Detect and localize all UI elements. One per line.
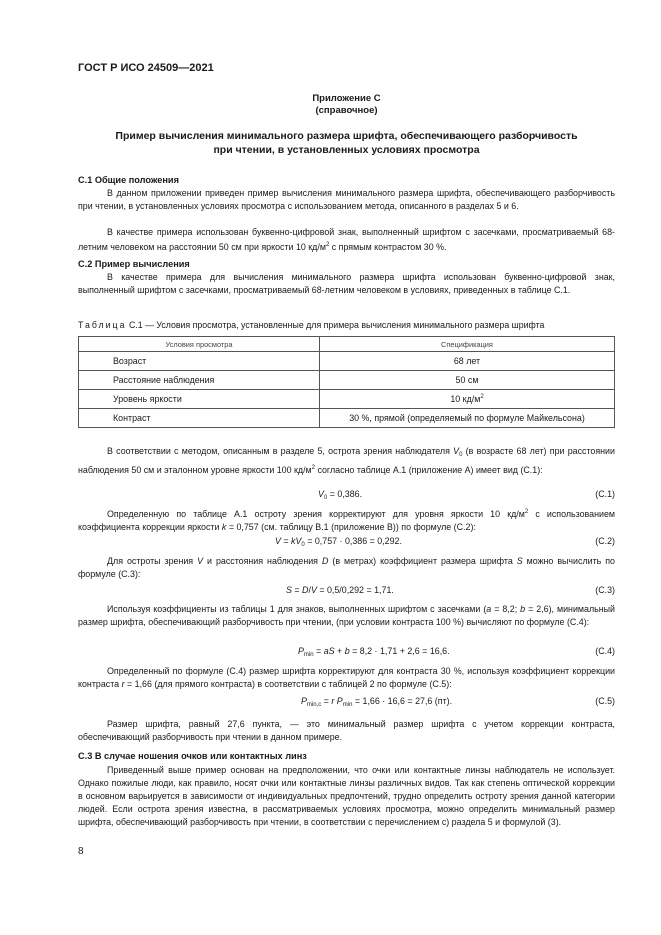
paragraph-contrast-correction: Определенный по формуле (С.4) размер шрифта корректируют для контраста 30 %, используя коэффициент коррекции контраста r = 1,66 (для прямого контраста) в соответствии с таблицей 2 по формуле (С.5): [78,666,615,689]
table-header-conditions: Условия просмотра [79,337,320,352]
table-cell-value: 10 $кд/м^2$ [320,390,615,409]
viewing-conditions-table [78,336,615,428]
table-row [79,352,615,371]
appendix-kind: (справочное) [315,105,378,116]
appendix-title [78,129,615,157]
formula-c2: $V = kV_0 = 0,757 \cdot 0,386 = 0,292$. [275,536,402,548]
table-cell-value: 30 %, прямой (определяемый по формуле Майкельсона) [320,409,615,428]
table-cell-label: Возраст [79,352,320,371]
table-caption: Таблица С.1 — Условия просмотра, установленные для примера вычисления минимального размера шрифта [78,320,545,330]
table-header-specification: Спецификация [320,337,615,352]
formula-c1-number: (С.1) [595,489,615,499]
table-cell-label: Контраст [79,409,320,428]
table-cell-value: 50 см [320,371,615,390]
formula-c3-number: (С.3) [595,585,615,595]
paragraph-result: Размер шрифта, равный 27,6 пункта, — это минимальный размер шрифта с учетом коррекции контраста, обеспечивающий разборчивость при чтении в данном примере. [78,719,615,742]
appendix-heading [78,93,615,117]
table-cell-label: Уровень яркости [79,390,320,409]
c2-paragraph-1: В качестве примера для вычисления минимального размера шрифта использован буквенно-цифровой знак, выполненный шрифтом с засечками, просматриваемый 68-летним человеком в условиях, приведенных в таблице С.1. [78,272,615,295]
document-header: ГОСТ Р ИСО 24509—2021 [78,62,214,74]
table-header-row [79,337,615,352]
paragraph-min-font-size: Используя коэффициенты из таблицы 1 для знаков, выполненных шрифтом с засечками (a = 8,2; b = 2,6), минимальный размер шрифта, обеспечивающий разборчивость при чтении, (при условии контраста 100 %) вычисляют по формуле (С.4): [78,604,615,627]
c3-paragraph-1: Приведенный выше пример основан на предположении, что очки или контактные линзы наблюдатель не использует. Однако пожилые люди, как правило, носят очки или контактные линзы различных видов. Так как степень оптической коррекции в основном варьируется в зависимости от индивидуальных предпочтений, трудно определить остроту зрения данной категории людей. Если острота зрения известна, в рассматриваемых условиях просмотра, можно определить минимальный размер шрифта, обеспечивающий разборчивость при чтении, в соответствии с перечислением с) раздела 5 и формулой (3). [78,765,615,827]
appendix-name: Приложение С [312,93,381,104]
paragraph-size-coefficient: Для остроты зрения V и расстояния наблюдения D (в метрах) коэффициент размера шрифта S можно вычислить по формуле (С.3): [78,556,615,579]
table-cell-value: 68 лет [320,352,615,371]
page-number: 8 [78,846,84,857]
title-line-2: при чтении, в установленных условиях просмотра [213,144,480,156]
table-row [79,390,615,409]
paragraph-visual-acuity: В соответствии с методом, описанным в разделе 5, острота зрения наблюдателя $V_0$ (в возрасте 68 лет) при расстоянии наблюдения 50 см и эталонном уровне яркости 100 $кд/м^2$ согласно таблице А.1 (приложение А) имеет вид (С.1): [78,446,615,475]
section-c3-heading: С.3 В случае ношения очков или контактных линз [78,751,307,761]
formula-c5-number: (С.5) [595,696,615,706]
formula-c3: S = D/V = 0,5/0,292 = 1,71. [286,585,394,595]
formula-c4: $P_{min}$ = aS + b = 8,2 · 1,71 + 2,6 = 16,6. [298,646,450,658]
paragraph-brightness-correction: Определенную по таблице А.1 остроту зрения корректируют для уровня яркости 10 $кд/м^2$ с использованием коэффициента коррекции яркости k = 0,757 (см. таблицу В.1 (приложение В)) по формуле (С.2): [78,509,616,532]
formula-c1: $V_0 = 0,386$. [318,489,363,501]
section-c1-heading: С.1 Общие положения [78,175,179,185]
section-c2-heading: С.2 Пример вычисления [78,259,190,269]
formula-c2-number: (С.2) [595,536,615,546]
title-line-1: Пример вычисления минимального размера шрифта, обеспечивающего разборчивость [115,130,578,142]
table-row [79,371,615,390]
formula-c4-number: (С.4) [595,646,615,656]
formula-c5: $P_{min,c} = r$ $P_{min} = 1,66 \cdot 16,6 = 27,6$ (пт). [301,696,453,708]
c1-paragraph-2: В качестве примера использован буквенно-цифровой знак, выполненный шрифтом с засечками, просматриваемый 68-летним человеком на расстоянии 50 см при яркости 10 $кд/м^2$ с прямым контрастом 30 %. [78,227,615,252]
table-row [79,409,615,428]
table-cell-label: Расстояние наблюдения [79,371,320,390]
c1-paragraph-1: В данном приложении приведен пример вычисления минимального размера шрифта, обеспечивающего разборчивость при чтении, в установленных условиях просмотра с использованием метода, описанного в разделах 5 и 6. [78,188,615,211]
